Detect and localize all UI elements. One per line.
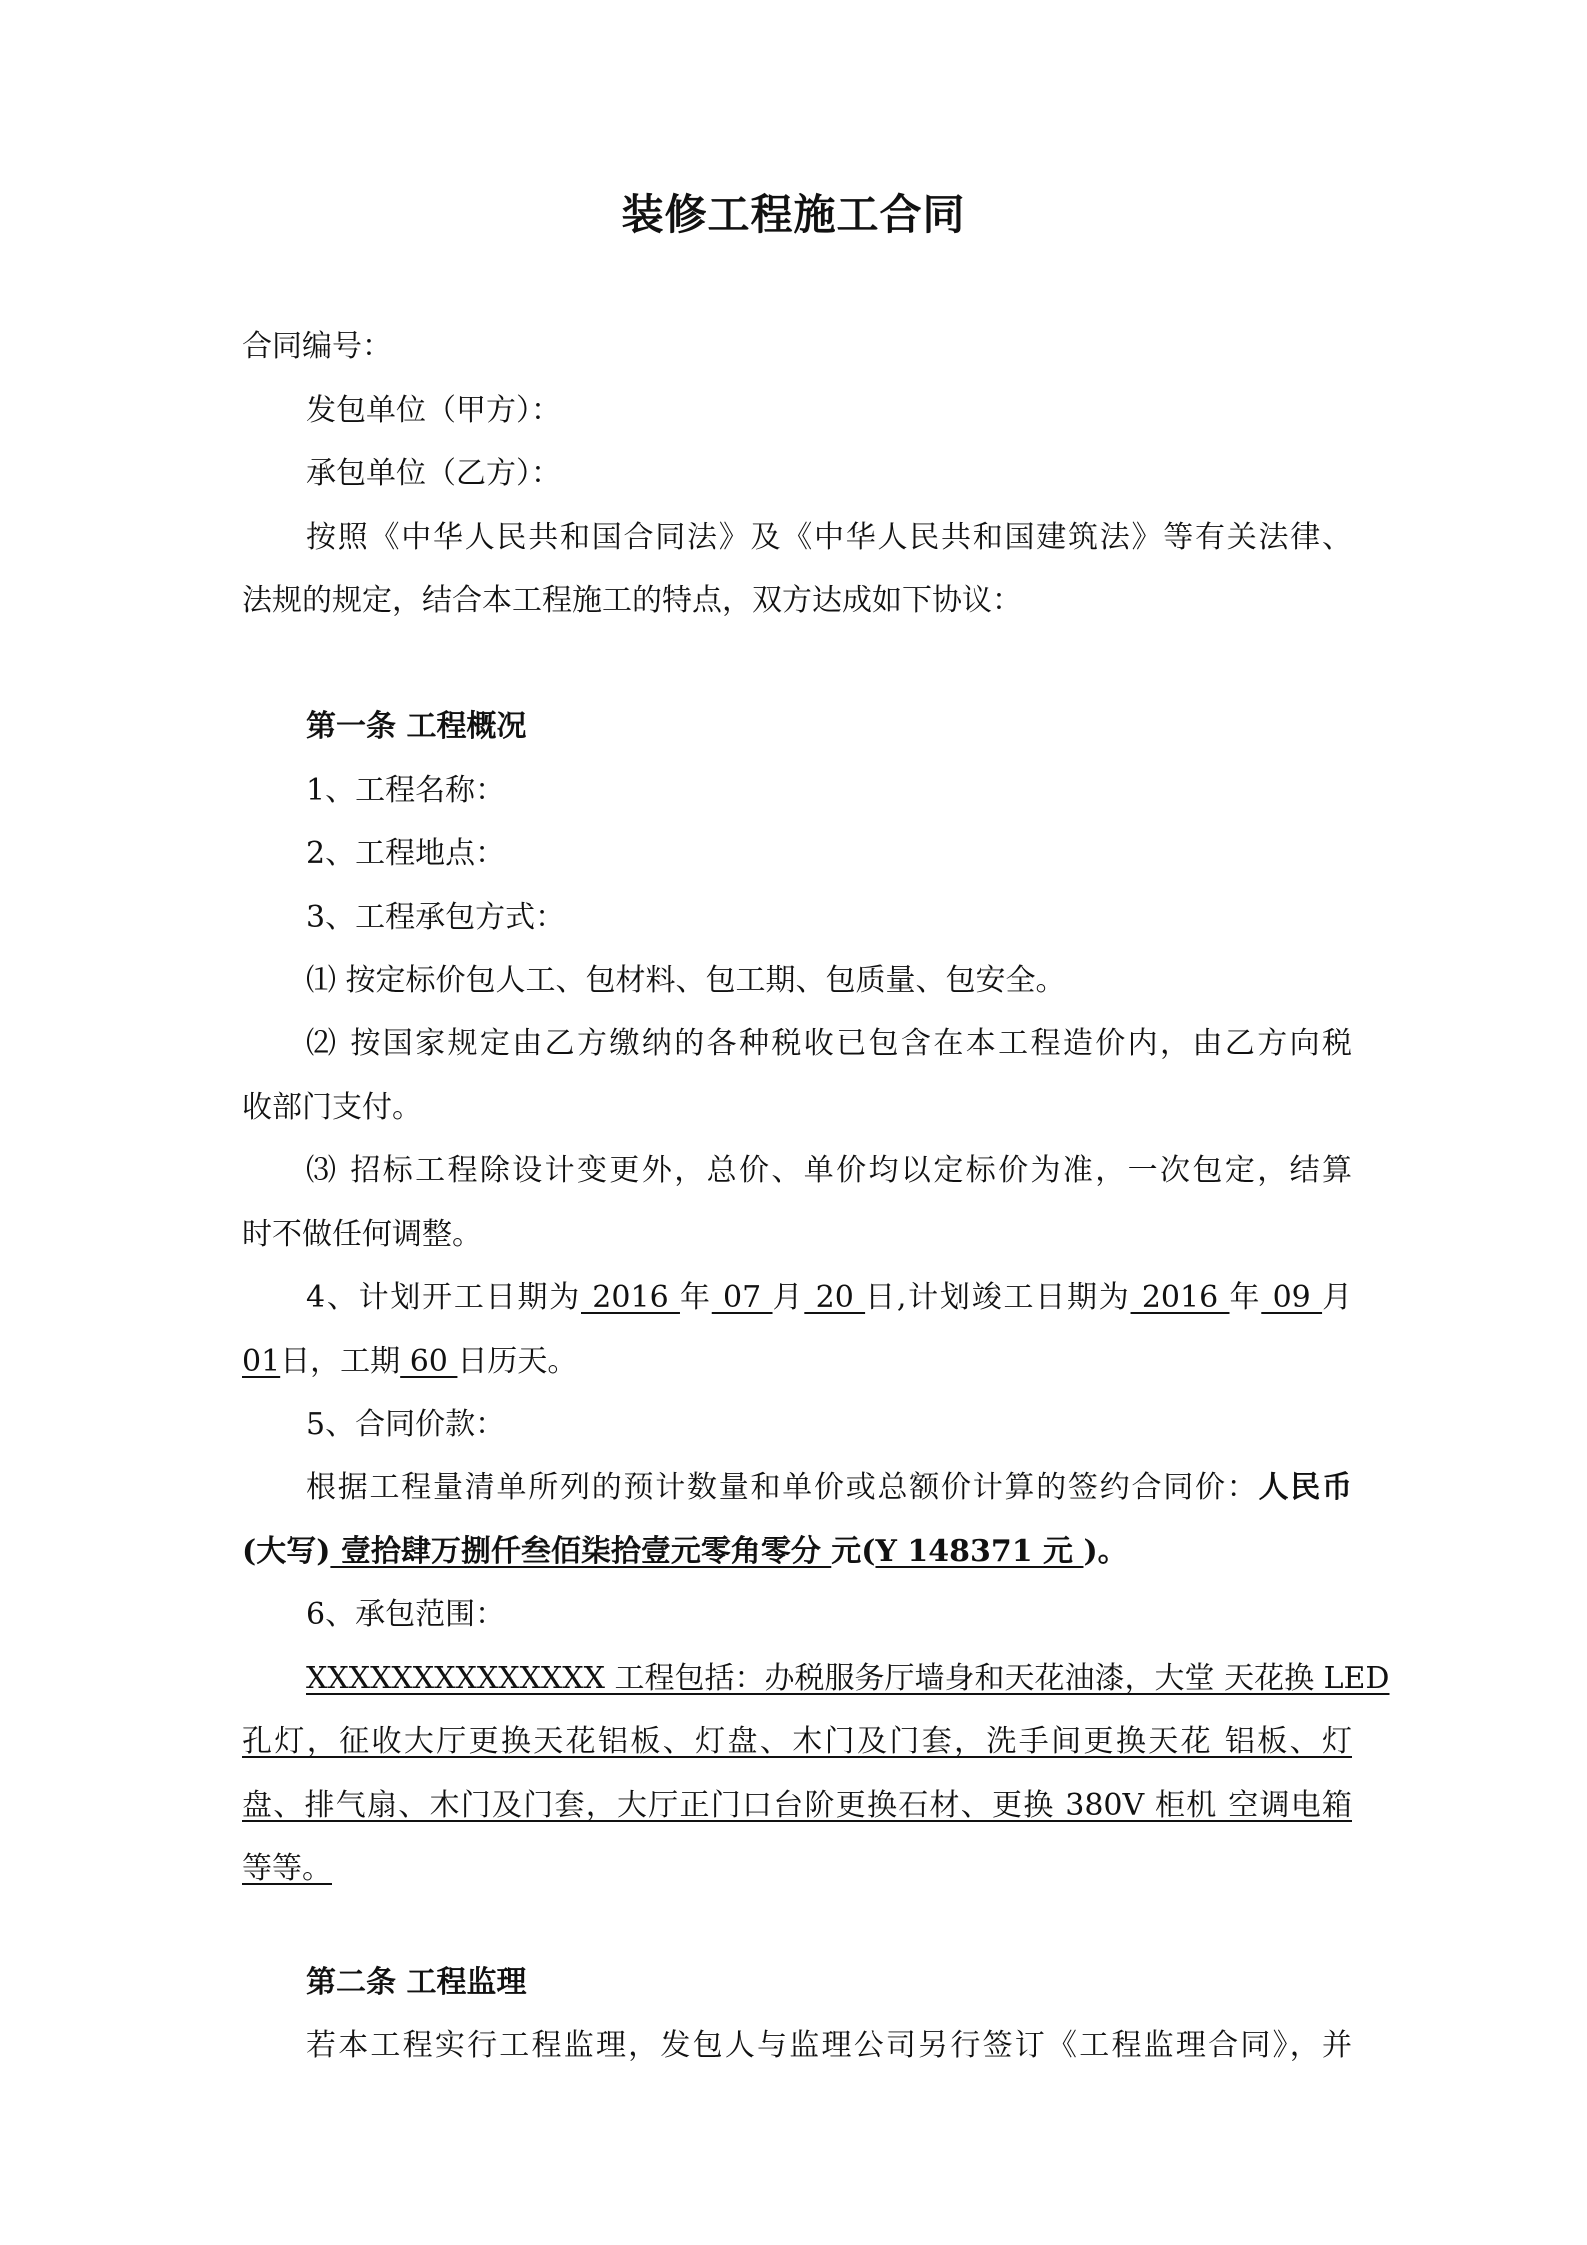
- amount-close: )。: [1083, 1534, 1128, 1569]
- end-month: 09: [1261, 1280, 1323, 1315]
- contracting-method-sub-2-line-2: 收部门支付。: [242, 1090, 422, 1125]
- contracting-method-sub-3-line-2: 时不做任何调整。: [242, 1217, 482, 1252]
- contract-price-line-2: [242, 1532, 1352, 1572]
- after-day: 日，工期: [280, 1344, 401, 1379]
- supervision-text-line-1: 若本工程实行工程监理，发包人与监理公司另行签订《工程监理合同》，并: [306, 2028, 1352, 2063]
- scope-item: 6、承包范围：: [306, 1597, 506, 1632]
- scope-line-3: 盘、排气扇、木门及门套，大厅正门口台阶更换石材、更换 380V 柜机 空调电箱: [242, 1788, 1352, 1823]
- schedule-mid: 日,计划竣工日期为: [865, 1280, 1131, 1315]
- uppercase-label: (大写): [242, 1534, 331, 1569]
- intro-paragraph-line-2: 法规的规定，结合本工程施工的特点，双方达成如下协议：: [242, 583, 1022, 618]
- article-2-heading: 第二条 工程监理: [306, 1965, 527, 2000]
- project-name-item: 1、工程名称：: [306, 773, 506, 808]
- contract-price-text: 根据工程量清单所列的预计数量和单价或总额价计算的签约合同价：: [306, 1470, 1259, 1505]
- contracting-method-sub-3-line-1: ⑶ 招标工程除设计变更外，总价、单价均以定标价为准，一次包定，结算: [306, 1153, 1352, 1188]
- start-month: 07: [711, 1280, 773, 1315]
- duration: 60: [400, 1344, 458, 1379]
- scope-line-4: 等等。: [242, 1851, 332, 1886]
- intro-paragraph-line-1: 按照《中华人民共和国合同法》及《中华人民共和国建筑法》等有关法律、: [306, 520, 1352, 555]
- contract-number-label: 合同编号：: [242, 329, 392, 364]
- start-year: 2016: [581, 1280, 680, 1315]
- schedule-line-1: [306, 1278, 1352, 1318]
- party-a-label: 发包单位（甲方）：: [306, 393, 561, 428]
- schedule-prefix: 4、计划开工日期为: [306, 1280, 581, 1315]
- year-label-2: 年: [1229, 1280, 1262, 1315]
- article-1-heading: 第一条 工程概况: [306, 709, 527, 744]
- project-location-item: 2、工程地点：: [306, 836, 506, 871]
- contracting-method-sub-2-line-1: ⑵ 按国家规定由乙方缴纳的各种税收已包含在本工程造价内，由乙方向税: [306, 1026, 1352, 1061]
- contracting-method-item: 3、工程承包方式：: [306, 900, 566, 935]
- schedule-suffix: 日历天。: [457, 1344, 578, 1379]
- document-title: 装修工程施工合同: [621, 190, 966, 239]
- contracting-method-sub-1: ⑴ 按定标价包人工、包材料、包工期、包质量、包安全。: [306, 963, 1066, 998]
- year-label: 年: [679, 1280, 712, 1315]
- schedule-line-2: [242, 1342, 1352, 1382]
- end-day: 01: [242, 1344, 281, 1379]
- contract-price-item: 5、合同价款：: [306, 1407, 506, 1442]
- party-b-label: 承包单位（乙方）：: [306, 456, 561, 491]
- end-year: 2016: [1130, 1280, 1230, 1315]
- amount-in-words: 壹拾肆万捌仟叁佰柒拾壹元零角零分: [330, 1534, 832, 1569]
- yuan-open: 元(: [831, 1534, 876, 1569]
- scope-line-2: 孔灯，征收大厅更换天花铝板、灯盘、木门及门套，洗手间更换天花 铝板、灯: [242, 1724, 1352, 1759]
- start-day: 20: [804, 1280, 866, 1315]
- month-label-2: 月: [1322, 1280, 1353, 1315]
- amount-in-figures: Y 148371 元: [875, 1534, 1084, 1569]
- scope-line-1: XXXXXXXXXXXXXX 工程包括：办税服务厅墙身和天花油漆，大堂 天花换 LED: [306, 1661, 1390, 1696]
- contract-price-line-1: [306, 1468, 1352, 1508]
- currency-label: 人民币: [1258, 1470, 1352, 1505]
- month-label: 月: [772, 1280, 805, 1315]
